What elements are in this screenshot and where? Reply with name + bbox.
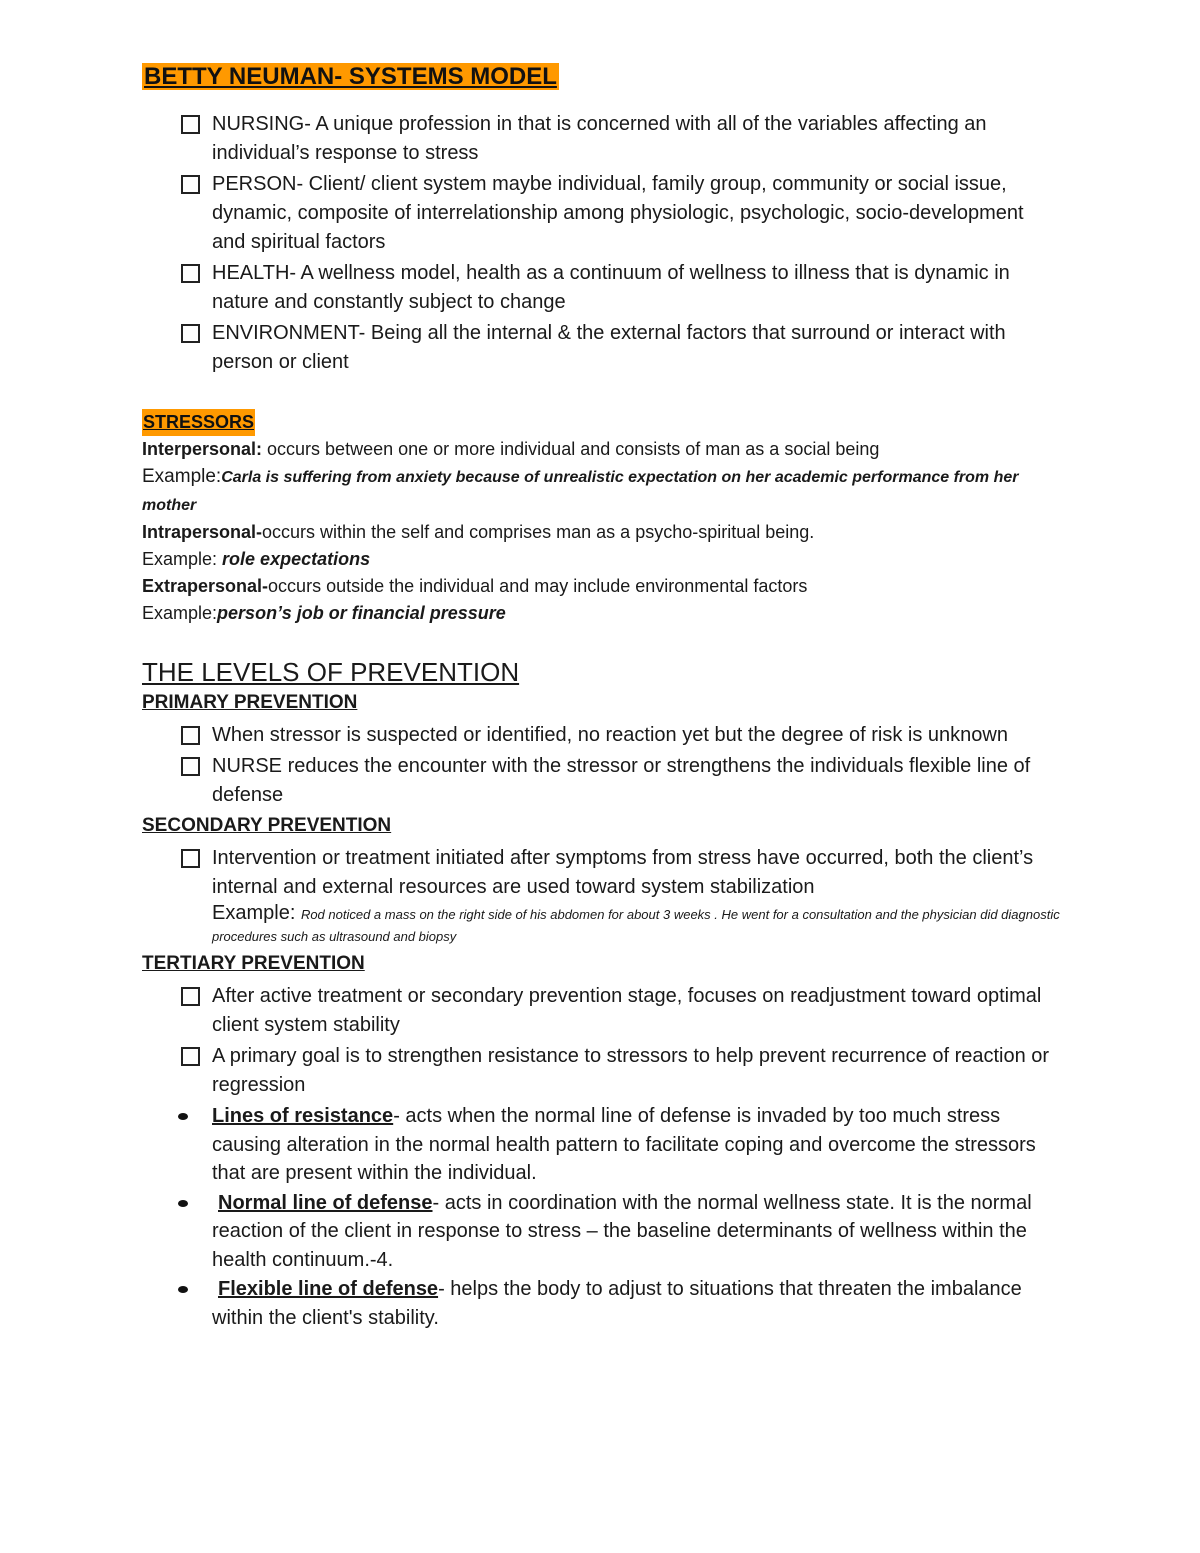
checkbox-icon bbox=[181, 757, 200, 776]
secondary-heading: SECONDARY PREVENTION bbox=[142, 815, 392, 836]
intrapersonal-line: Intrapersonal-occurs within the self and comprises man as a psycho-spiritual being. bbox=[142, 522, 815, 542]
list-item: NURSE reduces the encounter with the stressor or strengthens the individuals flexible line of defense bbox=[142, 752, 1062, 810]
secondary-example: Example: Rod noticed a mass on the right side of his abdomen for about 3 weeks . He went for a consultation and the physician did diagnostic procedures such as ultrasound and biopsy bbox=[212, 902, 1060, 944]
bullet-icon bbox=[178, 1113, 188, 1120]
list-item: PERSON- Client/ client system maybe individual, family group, community or social issue, dynamic, composite of interrelationship among physiologic, psychologic, socio-development and spiritual factors bbox=[142, 170, 1062, 257]
list-item: Flexible line of defense- helps the body to adjust to situations that threaten the imbalance within the client's stability. bbox=[142, 1275, 1062, 1332]
extrapersonal-line: Extrapersonal-occurs outside the individual and may include environmental factors bbox=[142, 576, 808, 596]
stressors-section bbox=[142, 409, 1062, 627]
document-body bbox=[142, 60, 1062, 1333]
list-item: A primary goal is to strengthen resistance to stressors to help prevent recurrence of reaction or regression bbox=[142, 1042, 1062, 1100]
bullet-icon bbox=[178, 1286, 188, 1293]
checkbox-icon bbox=[181, 264, 200, 283]
secondary-list bbox=[142, 844, 1062, 948]
checkbox-icon bbox=[181, 987, 200, 1006]
primary-heading: PRIMARY PREVENTION bbox=[142, 692, 358, 713]
checkbox-icon bbox=[181, 115, 200, 134]
list-item: When stressor is suspected or identified, no reaction yet but the degree of risk is unknown bbox=[142, 721, 1062, 750]
checkbox-icon bbox=[181, 1047, 200, 1066]
intrapersonal-example: Example: role expectations bbox=[142, 549, 371, 569]
levels-heading: THE LEVELS OF PREVENTION bbox=[142, 657, 520, 687]
list-item: Lines of resistance- acts when the normal line of defense is invaded by too much stress causing alteration in the normal health pattern to facilitate coping and overcome the stressors that are present within the individual. bbox=[142, 1102, 1062, 1188]
list-item: Normal line of defense- acts in coordination with the normal wellness state. It is the normal reaction of the client in response to stress – the baseline determinants of wellness within the health continuum.-4. bbox=[142, 1189, 1062, 1275]
bullet-icon bbox=[178, 1200, 188, 1207]
primary-list bbox=[142, 721, 1062, 810]
list-item: NURSING- A unique profession in that is concerned with all of the variables affecting an individual’s response to stress bbox=[142, 110, 1062, 168]
list-item: Intervention or treatment initiated after symptoms from stress have occurred, both the client’s internal and external resources are used toward system stabilization Example: Rod noticed a mass on the right side of his abdomen for about 3 weeks . He went for a consultation and the physician did diagnostic procedures such as ultrasound and biopsy bbox=[142, 844, 1062, 948]
checkbox-icon bbox=[181, 726, 200, 745]
tertiary-heading: TERTIARY PREVENTION bbox=[142, 953, 365, 974]
tertiary-list bbox=[142, 982, 1062, 1100]
checkbox-icon bbox=[181, 324, 200, 343]
stressors-heading: STRESSORS bbox=[142, 409, 255, 436]
checkbox-icon bbox=[181, 849, 200, 868]
checkbox-icon bbox=[181, 175, 200, 194]
extrapersonal-example: Example:person’s job or financial pressure bbox=[142, 603, 506, 623]
interpersonal-example: Example:Carla is suffering from anxiety because of unrealistic expectation on her academic performance from her mother bbox=[142, 466, 1019, 514]
interpersonal-line: Interpersonal: occurs between one or more individual and consists of man as a social being bbox=[142, 439, 880, 459]
metaparadigm-list bbox=[142, 110, 1062, 377]
lines-of-defense-list bbox=[142, 1102, 1062, 1332]
list-item: ENVIRONMENT- Being all the internal & the external factors that surround or interact with person or client bbox=[142, 319, 1062, 377]
list-item: After active treatment or secondary prevention stage, focuses on readjustment toward optimal client system stability bbox=[142, 982, 1062, 1040]
list-item: HEALTH- A wellness model, health as a continuum of wellness to illness that is dynamic in nature and constantly subject to change bbox=[142, 259, 1062, 317]
document-title: BETTY NEUMAN- SYSTEMS MODEL bbox=[144, 63, 557, 90]
